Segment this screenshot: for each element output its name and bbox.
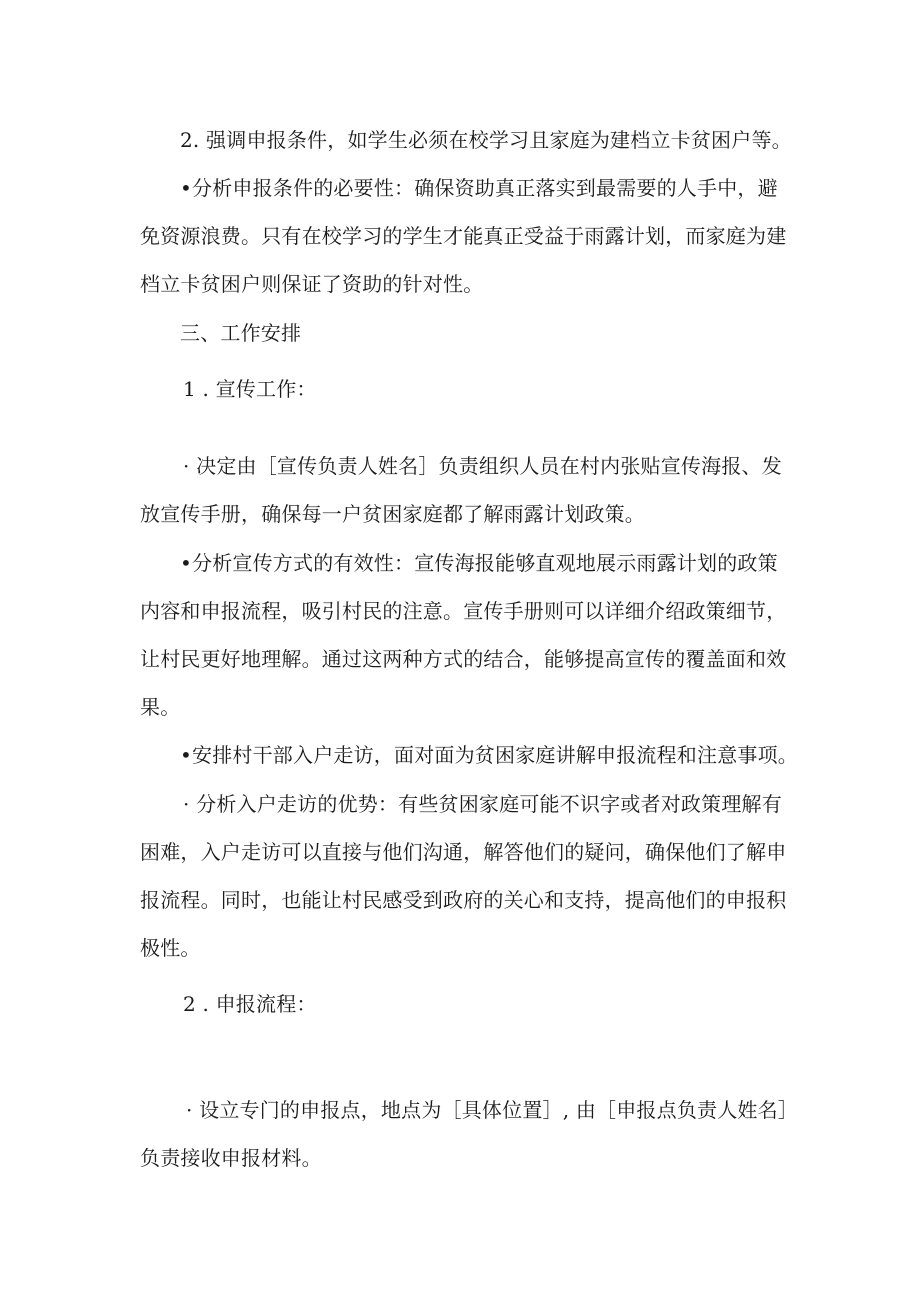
- paragraph-line: •分析宣传方式的有效性：宣传海报能够直观地展示雨露计划的政策: [180, 551, 778, 575]
- paragraph-line: 让村民更好地理解。通过这两种方式的结合，能够提高宣传的覆盖面和效: [140, 647, 787, 671]
- subsection-heading: 1 . 宣传工作：: [183, 377, 317, 401]
- paragraph-line: 档立卡贫困户则保证了资助的针对性。: [140, 272, 484, 296]
- paragraph-line: 果。: [140, 695, 181, 719]
- paragraph-line: 报流程。同时，也能让村民感受到政府的关心和支持，提高他们的申报积: [140, 888, 787, 912]
- subsection-heading: 2 . 申报流程：: [183, 992, 317, 1016]
- paragraph-line: 困难，入户走访可以直接与他们沟通，解答他们的疑问，确保他们了解申: [140, 840, 787, 864]
- paragraph-line: 放宣传手册，确保每一户贫困家庭都了解雨露计划政策。: [140, 502, 645, 526]
- section-heading: 三、工作安排: [180, 321, 302, 345]
- paragraph-line: · 决定由［宣传负责人姓名］负责组织人员在村内张贴宣传海报、发: [183, 454, 782, 478]
- paragraph-line: •安排村干部入户走访，面对面为贫困家庭讲解申报流程和注意事项。: [180, 743, 798, 767]
- paragraph-line: •分析申报条件的必要性：确保资助真正落实到最需要的人手中，避: [180, 176, 778, 200]
- paragraph-line: · 分析入户走访的优势：有些贫困家庭可能不识字或者对政策理解有: [183, 792, 782, 816]
- paragraph-line: 内容和申报流程，吸引村民的注意。宣传手册则可以详细介绍政策细节，: [140, 599, 787, 623]
- paragraph-line: 免资源浪费。只有在校学习的学生才能真正受益于雨露计划，而家庭为建: [140, 224, 787, 248]
- paragraph-line: · 设立专门的申报点，地点为［具体位置］, 由［申报点负责人姓名］: [186, 1098, 799, 1122]
- paragraph-line: 极性。: [140, 936, 201, 960]
- paragraph-line: 负责接收申报材料。: [140, 1146, 322, 1170]
- paragraph-line: 2. 强调申报条件，如学生必须在校学习且家庭为建档立卡贫困户等。: [180, 128, 792, 152]
